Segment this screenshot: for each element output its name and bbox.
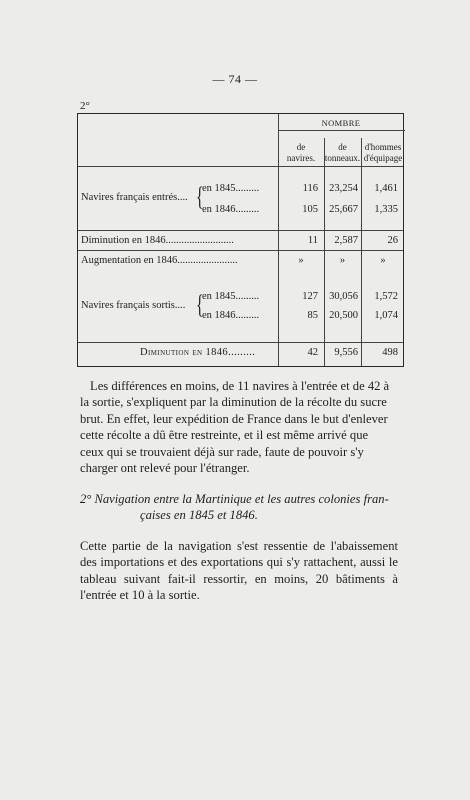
cell: 42: [307, 347, 318, 358]
paragraph-differences: Les différences en moins, de 11 navires à l'entrée et de 42 à la sortie, s'expliquent par la diminution de la récolte du sucre brut. En effet, leur expédition de France dans le but d'enlever cette récolte a dû être restreinte, et il est même arrivé que ceux qui se trouvaient déjà sur rade, faute de pouvoir s'y charger ont relevé pour l'étranger.: [80, 379, 390, 476]
cell: 85: [307, 310, 318, 321]
cell: 2,587: [334, 235, 358, 246]
table-rule: [78, 250, 403, 251]
cell: 1,335: [374, 204, 398, 215]
row-sublabel: en 1846.........: [202, 204, 260, 215]
section-tag: 2°: [80, 100, 90, 112]
table-rule: [78, 230, 403, 231]
cell: 105: [302, 204, 318, 215]
table-divider: [324, 138, 325, 366]
table-rule: [78, 342, 403, 343]
col-header-tonneaux: de tonneaux.: [324, 142, 361, 163]
brace-icon: {: [196, 182, 204, 211]
section-heading: 2° Navigation entre la Martinique et les autres colonies fran- çaises en 1845 et 1846.: [80, 492, 389, 523]
cell: 23,254: [329, 183, 358, 194]
cell: 9,556: [334, 347, 358, 358]
cell: 116: [302, 183, 318, 194]
paragraph-navigation: Cette partie de la navigation s'est ressentie de l'abaissement des importations et des exportations qui s'y rattachent, aussi le tableau suivant fait-il ressortir, en moins, 20 bâtiments à l'entrée et 10 à la sortie.: [80, 539, 399, 603]
page-number: — 74 —: [212, 72, 258, 86]
row-label-entres: Navires français entrés....: [81, 192, 188, 203]
cell: 1,074: [374, 310, 398, 321]
row-sublabel: en 1845.........: [202, 183, 260, 194]
header-rule: [278, 130, 405, 131]
cell: 20,500: [329, 310, 358, 321]
row-label-augmentation: Augmentation en 1846.......................: [81, 255, 238, 266]
row-label-diminution: Diminution en 1846..........................: [81, 235, 234, 246]
cell: »: [380, 255, 386, 266]
cell: »: [339, 255, 346, 266]
cell: 1,572: [374, 291, 398, 302]
col-header-equipage: d'hommes d'équipage: [363, 142, 403, 163]
row-sublabel: en 1846.........: [202, 310, 260, 321]
table-rule: [78, 166, 403, 167]
row-label-sortis: Navires français sortis....: [81, 300, 186, 311]
cell: 498: [382, 347, 398, 358]
cell: 30,056: [329, 291, 358, 302]
brace-icon: {: [196, 290, 204, 319]
col-header-navires: de navires.: [286, 142, 316, 163]
cell: 25,667: [329, 204, 358, 215]
cell: 127: [302, 291, 318, 302]
statistics-table: [77, 113, 404, 367]
cell: 26: [387, 235, 398, 246]
cell: »: [298, 255, 304, 266]
cell: 1,461: [374, 183, 398, 194]
row-label-diminution-total: Diminution en 1846.........: [140, 347, 256, 358]
table-divider: [361, 138, 362, 366]
group-header: NOMBRE: [321, 118, 361, 128]
row-sublabel: en 1845.........: [202, 291, 260, 302]
cell: 11: [307, 235, 318, 246]
